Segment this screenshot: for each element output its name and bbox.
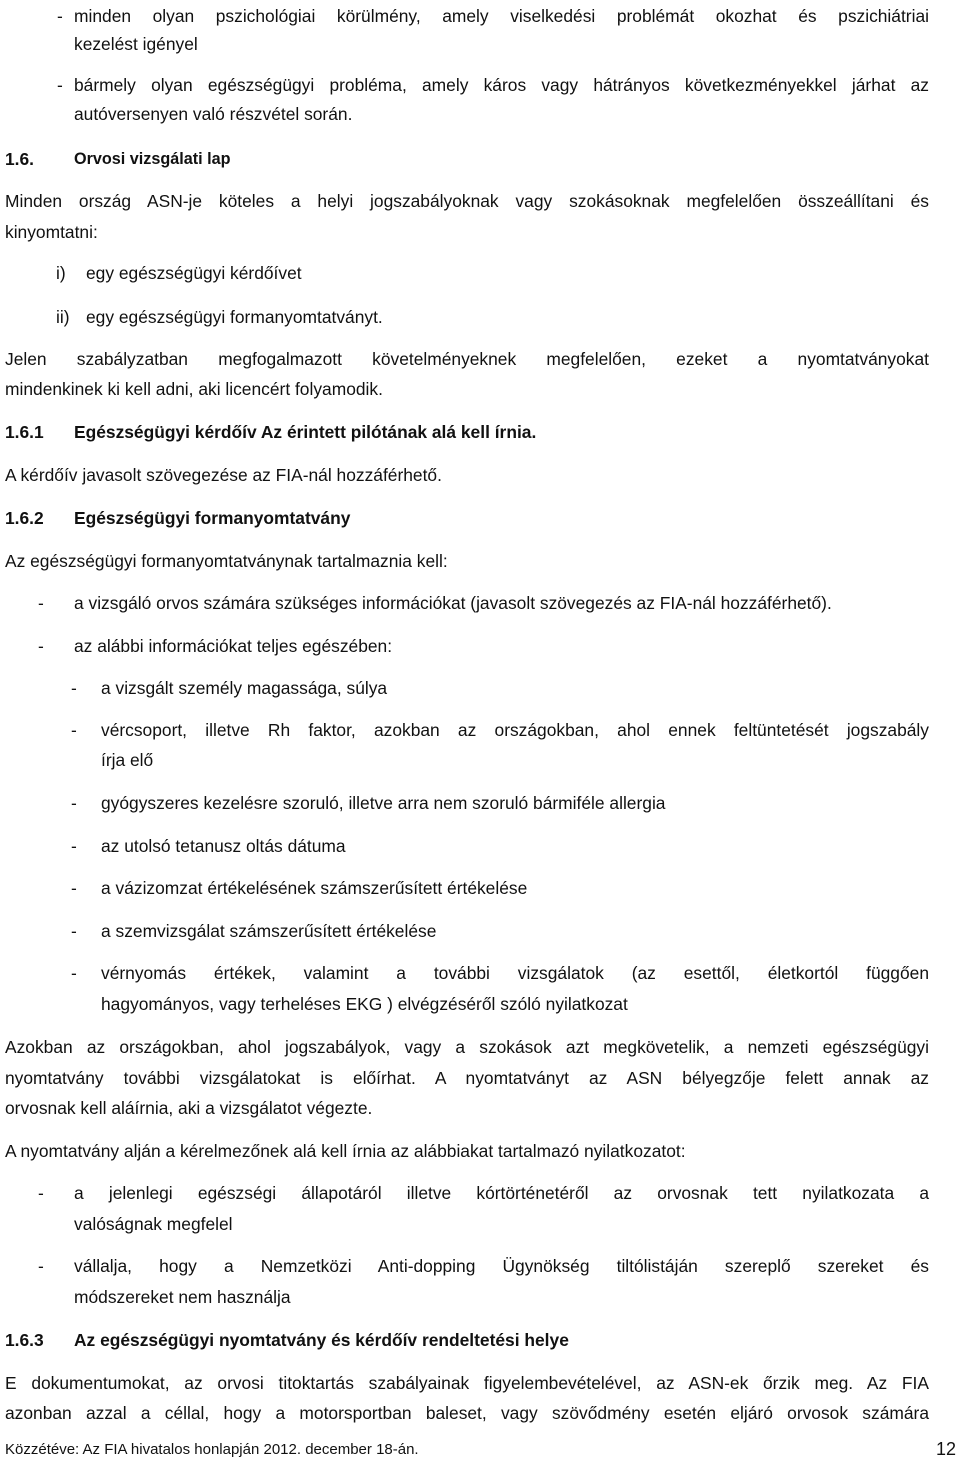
sub-item-dash: - <box>71 678 77 698</box>
sub-item-text-cont: hagyományos, vagy terheléses EKG ) elvégzéséről szóló nyilatkozat <box>101 994 628 1014</box>
paragraph-dokumentumok-cont: azonban azzal a céllal, hogy a motorsportban baleset, vagy szövődmény esetén eljáró orvosok számára <box>5 1403 929 1423</box>
form-item-text: az alábbi információkat teljes egészében: <box>74 636 393 656</box>
sub-item-text: vérnyomás értékek, valamint a további vizsgálatok (az esettől, életkortól függően <box>101 963 929 983</box>
sub-item-text: a szemvizsgálat számszerűsített értékelése <box>101 921 437 941</box>
form-item-text: a vizsgáló orvos számára szükséges információkat (javasolt szövegezés az FIA-nál hozzáférhető). <box>74 593 832 613</box>
sub-item-text-cont: írja elő <box>101 750 154 770</box>
sub-item-dash: - <box>71 878 77 898</box>
sub-item-text: vércsoport, illetve Rh faktor, azokban az országokban, ahol ennek feltüntetését jogszabály <box>101 720 929 740</box>
intro-paragraph: Minden ország ASN-je köteles a helyi jogszabályoknak vagy szokásoknak megfelelően összeállítani és <box>5 191 929 211</box>
section-title: Az egészségügyi nyomtatvány és kérdőív rendeltetési helye <box>74 1330 569 1350</box>
paragraph-azokban-cont: orvosnak kell aláírnia, aki a vizsgálatot végezte. <box>5 1098 373 1118</box>
section-number: 1.6. <box>5 149 35 169</box>
paragraph-form: Az egészségügyi formanyomtatványnak tartalmaznia kell: <box>5 551 448 571</box>
sub-item-text: a vázizomzat értékelésének számszerűsített értékelése <box>101 878 528 898</box>
paragraph-jelen-cont: mindenkinek ki kell adni, aki licencért folyamodik. <box>5 379 383 399</box>
paragraph-azokban-cont: nyomtatvány további vizsgálatokat is előírhat. A nyomtatványt az ASN bélyegzője felett annak az <box>5 1068 929 1088</box>
form-item-dash: - <box>38 636 44 656</box>
paragraph-kerdoiv: A kérdőív javasolt szövegezése az FIA-nál hozzáférhető. <box>5 465 442 485</box>
top-item-text-cont: autóversenyen való részvétel során. <box>74 104 353 124</box>
decl-item-text: vállalja, hogy a Nemzetközi Anti-dopping Ügynökség tiltólistáján szereplő szereket és <box>74 1256 929 1276</box>
sub-item-dash: - <box>71 836 77 856</box>
form-item-dash: - <box>38 593 44 613</box>
top-item-text: bármely olyan egészségügyi probléma, amely káros vagy hátrányos következményekkel járhat az <box>74 75 929 95</box>
paragraph-dokumentumok: E dokumentumokat, az orvosi titoktartás szabályainak figyelembevételével, az ASN-ek őrzik meg. Az FIA <box>5 1373 929 1393</box>
paragraph-aljan: A nyomtatvány alján a kérelmezőnek alá kell írnia az alábbiakat tartalmazó nyilatkozatot: <box>5 1141 686 1161</box>
decl-item-text: a jelenlegi egészségi állapotáról illetve kórtörténetéről az orvosnak tett nyilatkozata a <box>74 1183 929 1203</box>
section-number: 1.6.3 <box>5 1330 44 1350</box>
top-item-text-cont: kezelést igényel <box>74 34 198 54</box>
sub-item-text: gyógyszeres kezelésre szoruló, illetve arra nem szoruló bármiféle allergia <box>101 793 666 813</box>
roman-item-number: i) <box>56 263 66 283</box>
top-item-dash: - <box>57 6 63 26</box>
intro-paragraph-cont: kinyomtatni: <box>5 222 98 242</box>
section-title: Egészségügyi kérdőív Az érintett pilótának alá kell írnia. <box>74 422 537 442</box>
section-number: 1.6.1 <box>5 422 44 442</box>
sub-item-dash: - <box>71 921 77 941</box>
paragraph-jelen: Jelen szabályzatban megfogalmazott követelményeknek megfelelően, ezeket a nyomtatványokat <box>5 349 929 369</box>
sub-item-dash: - <box>71 720 77 740</box>
section-number: 1.6.2 <box>5 508 44 528</box>
top-item-text: minden olyan pszichológiai körülmény, amely viselkedési problémát okozhat és pszichiátriai <box>74 6 929 26</box>
page-number: 12 <box>936 1439 957 1459</box>
roman-item-text: egy egészségügyi kérdőívet <box>86 263 302 283</box>
decl-item-dash: - <box>38 1256 44 1276</box>
top-item-dash: - <box>57 75 63 95</box>
footer-text: Közzétéve: Az FIA hivatalos honlapján 2012. december 18-án. <box>5 1441 419 1458</box>
decl-item-text-cont: valóságnak megfelel <box>74 1214 233 1234</box>
decl-item-text-cont: módszereket nem használja <box>74 1287 291 1307</box>
roman-item-number: ii) <box>56 307 70 327</box>
section-title: Orvosi vizsgálati lap <box>74 150 231 168</box>
sub-item-text: a vizsgált személy magassága, súlya <box>101 678 388 698</box>
roman-item-text: egy egészségügyi formanyomtatványt. <box>86 307 383 327</box>
sub-item-text: az utolsó tetanusz oltás dátuma <box>101 836 346 856</box>
decl-item-dash: - <box>38 1183 44 1203</box>
section-title: Egészségügyi formanyomtatvány <box>74 508 351 528</box>
sub-item-dash: - <box>71 793 77 813</box>
sub-item-dash: - <box>71 963 77 983</box>
paragraph-azokban: Azokban az országokban, ahol jogszabályok, vagy a szokások azt megkövetelik, a nemzeti egészségügyi <box>5 1037 929 1057</box>
